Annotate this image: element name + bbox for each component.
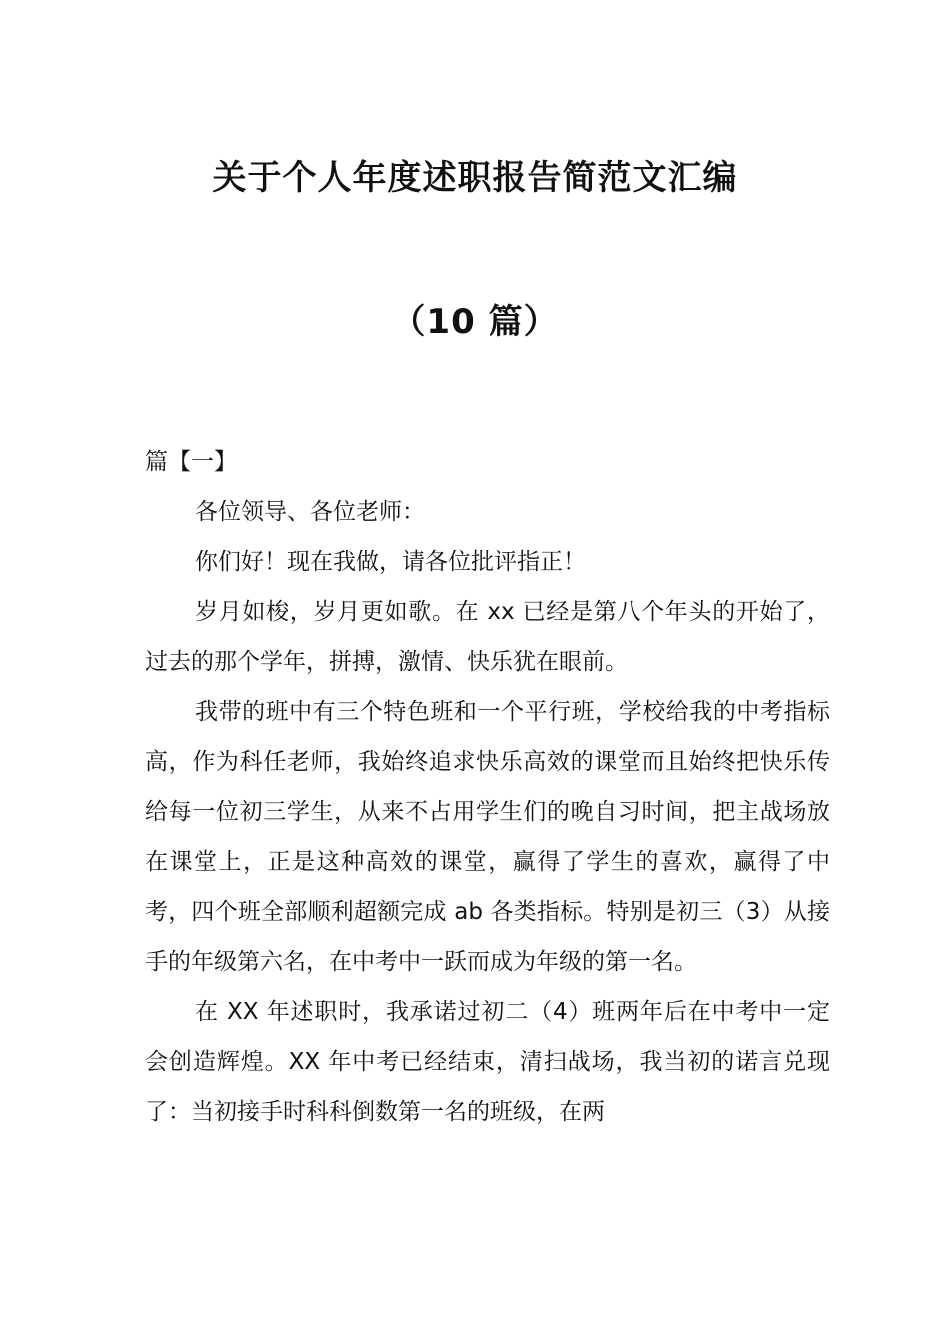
paragraph-opening: 你们好！现在我做，请各位批评指正！ (195, 549, 586, 575)
paragraph-classes: 我带的班中有三个特色班和一个平行班，学校给我的中考指标高，作为科任老师，我始终追求快乐高效的课堂而且始终把快乐传给每一位初三学生，从来不占用学生们的晚自习时间，把主战场放在课堂上，正是这种高效的课堂，赢得了学生的喜欢，赢得了中考，四个班全部顺利超额完成 ab 各类指标。特别是初三（3）从接手的年级第六名，在中考中一跃而成为年级的第一名。 (145, 699, 830, 975)
document-subtitle: （10 篇） (391, 302, 559, 342)
paragraph-intro: 岁月如梭，岁月更如歌。在 xx 已经是第八个年头的开始了，过去的那个学年，拼搏，激情、快乐犹在眼前。 (145, 599, 830, 675)
section-heading: 篇【一】 (145, 449, 237, 475)
document-title: 关于个人年度述职报告简范文汇编 (212, 158, 738, 198)
document-body (145, 437, 830, 1137)
paragraph-promise: 在 XX 年述职时，我承诺过初二（4）班两年后在中考中一定会创造辉煌。XX 年中考已经结束，清扫战场，我当初的诺言兑现了：当初接手时科科倒数第一名的班级，在两 (145, 999, 830, 1125)
paragraph-greeting: 各位领导、各位老师： (195, 499, 425, 525)
